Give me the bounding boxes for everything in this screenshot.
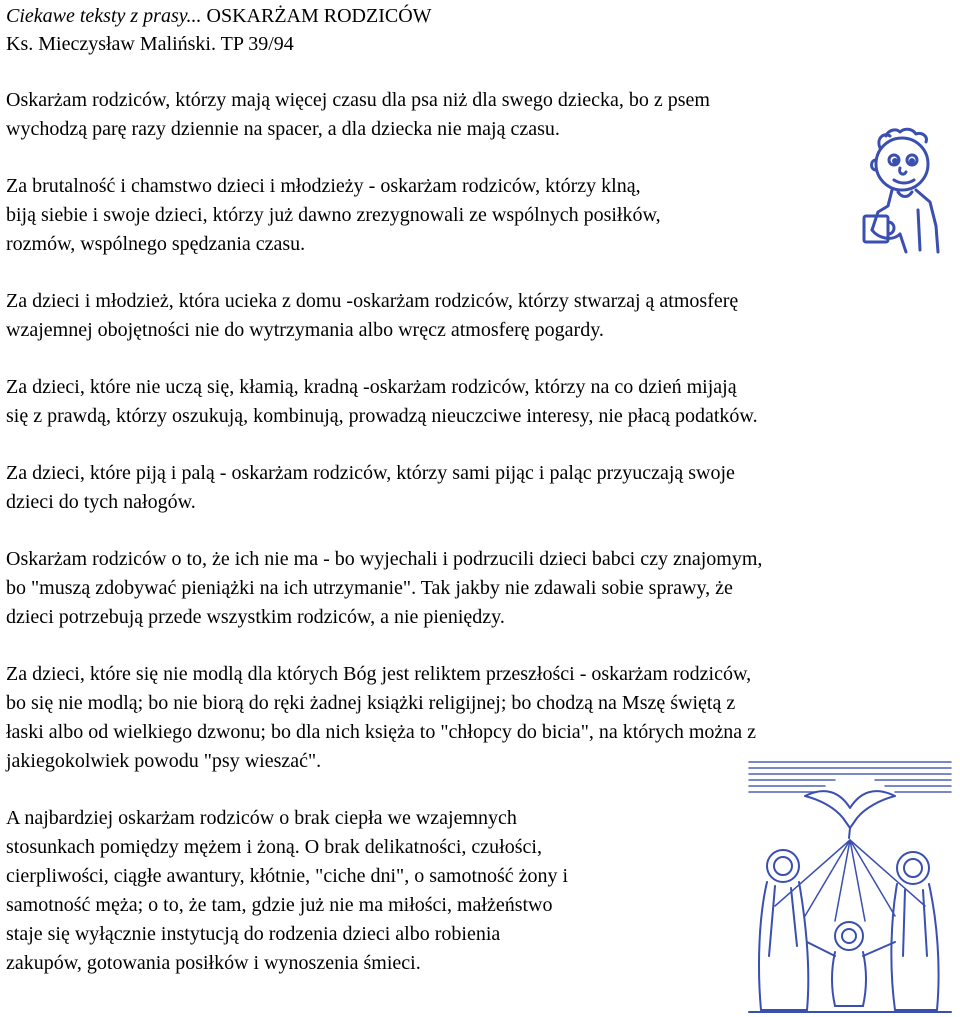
title-lead: Ciekawe teksty z prasy...	[6, 5, 202, 27]
holy-family-dove-icon	[745, 756, 955, 1014]
page-title	[6, 2, 954, 30]
text-line: cierpliwości, ciągłe awantury, kłótnie, "ciche dni", o samotność żony i	[6, 865, 569, 887]
text-line: bo się nie modlą; bo nie biorą do ręki żadnej książki religijnej; bo chodzą na Mszę świętą z	[6, 692, 736, 714]
text-line: się z prawdą, którzy oszukują, kombinują, prowadzą nieuczciwe interesy, nie płacą podatków.	[6, 405, 758, 427]
text-line: Oskarżam rodziców, którzy mają więcej czasu dla psa niż dla swego dziecka, bo z psem	[6, 89, 710, 111]
text-line: Za dzieci, które piją i palą - oskarżam rodziców, którzy sami pijąc i paląc przyuczają swoje	[6, 462, 735, 484]
text-line: jakiegokolwiek powodu "psy wieszać".	[6, 750, 322, 772]
text-line: dzieci potrzebują przede wszystkim rodziców, a nie pieniędzy.	[6, 606, 505, 628]
author-byline: Ks. Mieczysław Maliński. TP 39/94	[6, 33, 294, 55]
text-line: Oskarżam rodziców o to, że ich nie ma - bo wyjechali i podrzucili dzieci babci czy znajomym,	[6, 548, 763, 570]
text-line: staje się wyłącznie instytucją do rodzenia dzieci albo robienia	[6, 923, 501, 945]
text-line: A najbardziej oskarżam rodziców o brak ciepła we wzajemnych	[6, 807, 517, 829]
text-line: zakupów, gotowania posiłków i wynoszenia śmieci.	[6, 952, 421, 974]
text-line: dzieci do tych nałogów.	[6, 491, 196, 513]
paragraph-2	[6, 172, 954, 259]
title-main: OSKARŻAM RODZICÓW	[201, 5, 432, 27]
text-line: wychodzą parę razy dziennie na spacer, a dla dziecka nie mają czasu.	[6, 118, 560, 140]
paragraph-1	[6, 86, 954, 144]
paragraph-6	[6, 545, 954, 632]
paragraph-3	[6, 287, 954, 345]
text-line: wzajemnej obojętności nie do wytrzymania albo wręcz atmosferę pogardy.	[6, 319, 604, 341]
paragraph-5	[6, 459, 954, 517]
text-line: samotność męża; o to, że tam, gdzie już nie ma miłości, małżeństwo	[6, 894, 553, 916]
boy-with-cup-icon	[858, 126, 954, 256]
text-line: rozmów, wspólnego spędzania czasu.	[6, 233, 306, 255]
text-line: stosunkach pomiędzy mężem i żoną. O brak delikatności, czułości,	[6, 836, 542, 858]
text-line: Za dzieci i młodzież, która ucieka z domu -oskarżam rodziców, którzy stwarzaj ą atmosferę	[6, 290, 739, 312]
text-line: bo "muszą zdobywać pieniążki na ich utrzymanie". Tak jakby nie zdawali sobie sprawy, że	[6, 577, 733, 599]
text-line: Za brutalność i chamstwo dzieci i młodzieży - oskarżam rodziców, którzy klną,	[6, 175, 641, 197]
paragraph-4	[6, 373, 954, 431]
text-line: Za dzieci, które nie uczą się, kłamią, kradną -oskarżam rodziców, którzy na co dzień mijają	[6, 376, 737, 398]
text-line: łaski albo od wielkiego dzwonu; bo dla nich księża to "chłopcy do bicia", na których można z	[6, 721, 757, 743]
text-line: biją siebie i swoje dzieci, którzy już dawno zrezygnowali ze wspólnych posiłków,	[6, 204, 661, 226]
text-line: Za dzieci, które się nie modlą dla których Bóg jest reliktem przeszłości - oskarżam rodziców,	[6, 663, 752, 685]
